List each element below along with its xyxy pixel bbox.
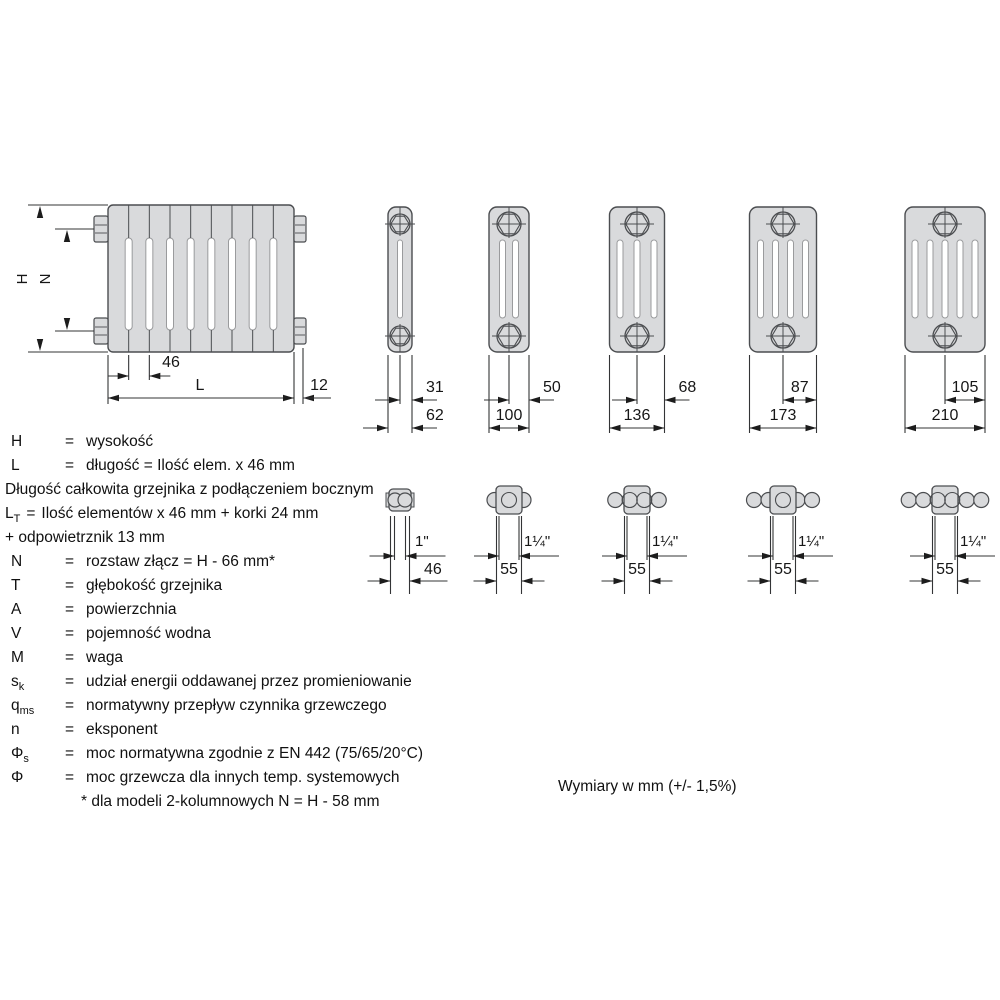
equals-sign: = bbox=[65, 457, 75, 474]
legend-symbol: $s_k$ bbox=[11, 673, 25, 694]
legend-description: wysokość bbox=[86, 433, 154, 450]
legend-text: * dla modeli 2-kolumnowych N = H - 58 mm bbox=[81, 793, 380, 810]
equals-sign: = bbox=[65, 553, 75, 570]
legend-description: normatywny przepływ czynnika grzewczego bbox=[86, 697, 387, 714]
equals-sign: = bbox=[65, 601, 75, 618]
height-label: H bbox=[14, 273, 31, 285]
legend-symbol: H bbox=[11, 433, 23, 450]
connection-size-label: 1" bbox=[415, 533, 429, 550]
top-view-6col bbox=[901, 486, 989, 514]
legend-row-2 bbox=[5, 478, 565, 502]
legend-row-H bbox=[5, 430, 565, 454]
equals-sign: = bbox=[65, 697, 75, 714]
top-pitch-label: 55 bbox=[628, 561, 646, 578]
legend-row-qms bbox=[5, 694, 565, 718]
node-spacing-label: N bbox=[37, 273, 54, 285]
cross-section-dims-5col bbox=[750, 355, 817, 433]
cross-section-dims-4col bbox=[610, 355, 697, 433]
legend-description: głębokość grzejnika bbox=[86, 577, 223, 594]
connection-size-label: 1¼" bbox=[960, 533, 987, 550]
legend-symbol: V bbox=[11, 625, 22, 642]
half-depth-label: 68 bbox=[678, 379, 697, 396]
legend-symbol: N bbox=[11, 553, 23, 570]
connection-size-label: 1¼" bbox=[524, 533, 551, 550]
connection-size-label: 1¼" bbox=[798, 533, 825, 550]
legend-row-A bbox=[5, 598, 565, 622]
equals-sign: = bbox=[65, 625, 75, 642]
half-depth-label: 105 bbox=[951, 379, 979, 396]
legend bbox=[5, 430, 565, 814]
top-view-dims-5col bbox=[748, 516, 834, 594]
front-view bbox=[94, 205, 306, 352]
legend-description: długość = Ilość elem. x 46 mm bbox=[86, 457, 295, 474]
legend-description: pojemność wodna bbox=[86, 625, 211, 642]
cross-section-5col bbox=[750, 207, 817, 352]
top-pitch-label: 55 bbox=[774, 561, 792, 578]
top-view-4col bbox=[608, 486, 667, 514]
legend-row-LT bbox=[5, 502, 565, 526]
legend-symbol: n bbox=[11, 721, 20, 738]
cross-section-2col bbox=[385, 207, 415, 352]
legend-row-Φ bbox=[5, 766, 565, 790]
legend-row-Φs bbox=[5, 742, 565, 766]
top-view-dims-6col bbox=[910, 516, 996, 594]
cross-section-dims-3col bbox=[484, 355, 561, 433]
legend-symbol: A bbox=[11, 601, 22, 618]
equals-sign: = bbox=[65, 433, 75, 450]
legend-row-sk bbox=[5, 670, 565, 694]
legend-row-4 bbox=[5, 526, 565, 550]
equals-sign: = bbox=[65, 769, 75, 786]
equals-sign: = bbox=[65, 649, 75, 666]
connection-size-label: 1¼" bbox=[652, 533, 679, 550]
top-view-dims-4col bbox=[602, 516, 688, 594]
half-depth-label: 50 bbox=[543, 379, 561, 396]
cross-section-6col bbox=[905, 207, 985, 352]
legend-description: udział energii oddawanej przez promieniowanie bbox=[86, 673, 412, 690]
half-depth-label: 31 bbox=[426, 379, 444, 396]
depth-label: 100 bbox=[495, 407, 523, 424]
cross-section-3col bbox=[489, 207, 529, 352]
top-pitch-label: 46 bbox=[424, 561, 442, 578]
legend-row-L bbox=[5, 454, 565, 478]
equals-sign: = bbox=[26, 505, 36, 522]
depth-label: 210 bbox=[931, 407, 959, 424]
legend-symbol: $\Phi_s$ bbox=[11, 745, 29, 766]
legend-description: moc normatywna zgodnie z EN 442 (75/65/20°C) bbox=[86, 745, 424, 762]
legend-description: Ilość elementów x 46 mm + korki 24 mm bbox=[41, 505, 319, 522]
legend-description: moc grzewcza dla innych temp. systemowych bbox=[86, 769, 400, 786]
legend-symbol: $q_{ms}$ bbox=[11, 697, 35, 718]
legend-description: waga bbox=[86, 649, 124, 666]
cross-section-4col bbox=[610, 207, 665, 352]
equals-sign: = bbox=[65, 577, 75, 594]
equals-sign: = bbox=[65, 721, 75, 738]
equals-sign: = bbox=[65, 673, 75, 690]
front-bottom-dimensions bbox=[108, 348, 331, 404]
element-pitch-label: 46 bbox=[162, 354, 180, 371]
top-pitch-label: 55 bbox=[500, 561, 518, 578]
dimensions-note: Wymiary w mm (+/- 1,5%) bbox=[558, 778, 737, 795]
length-label: L bbox=[195, 377, 205, 394]
legend-text: Długość całkowita grzejnika z podłączeniem bocznym bbox=[5, 481, 374, 498]
depth-label: 173 bbox=[769, 407, 797, 424]
cross-section-dims-6col bbox=[905, 355, 985, 433]
end-extension-label: 12 bbox=[310, 377, 328, 394]
depth-label: 62 bbox=[426, 407, 444, 424]
legend-row-V bbox=[5, 622, 565, 646]
legend-description: rozstaw złącz = H - 66 mm* bbox=[86, 553, 276, 570]
legend-description: eksponent bbox=[86, 721, 158, 738]
cross-section-dims-2col bbox=[363, 355, 444, 433]
legend-symbol: L bbox=[11, 457, 20, 474]
legend-row-T bbox=[5, 574, 565, 598]
legend-row-M bbox=[5, 646, 565, 670]
legend-symbol: M bbox=[11, 649, 24, 666]
top-view-5col bbox=[747, 486, 820, 514]
legend-symbol: $L_T$ bbox=[5, 505, 21, 526]
top-pitch-label: 55 bbox=[936, 561, 954, 578]
legend-row-15 bbox=[5, 790, 565, 814]
legend-symbol: Φ bbox=[11, 769, 24, 786]
half-depth-label: 87 bbox=[790, 379, 809, 396]
legend-row-n bbox=[5, 718, 565, 742]
legend-row-N bbox=[5, 550, 565, 574]
depth-label: 136 bbox=[623, 407, 651, 424]
equals-sign: = bbox=[65, 745, 75, 762]
legend-symbol: T bbox=[11, 577, 21, 594]
legend-description: powierzchnia bbox=[86, 601, 177, 618]
legend-text: + odpowietrznik 13 mm bbox=[5, 529, 165, 546]
